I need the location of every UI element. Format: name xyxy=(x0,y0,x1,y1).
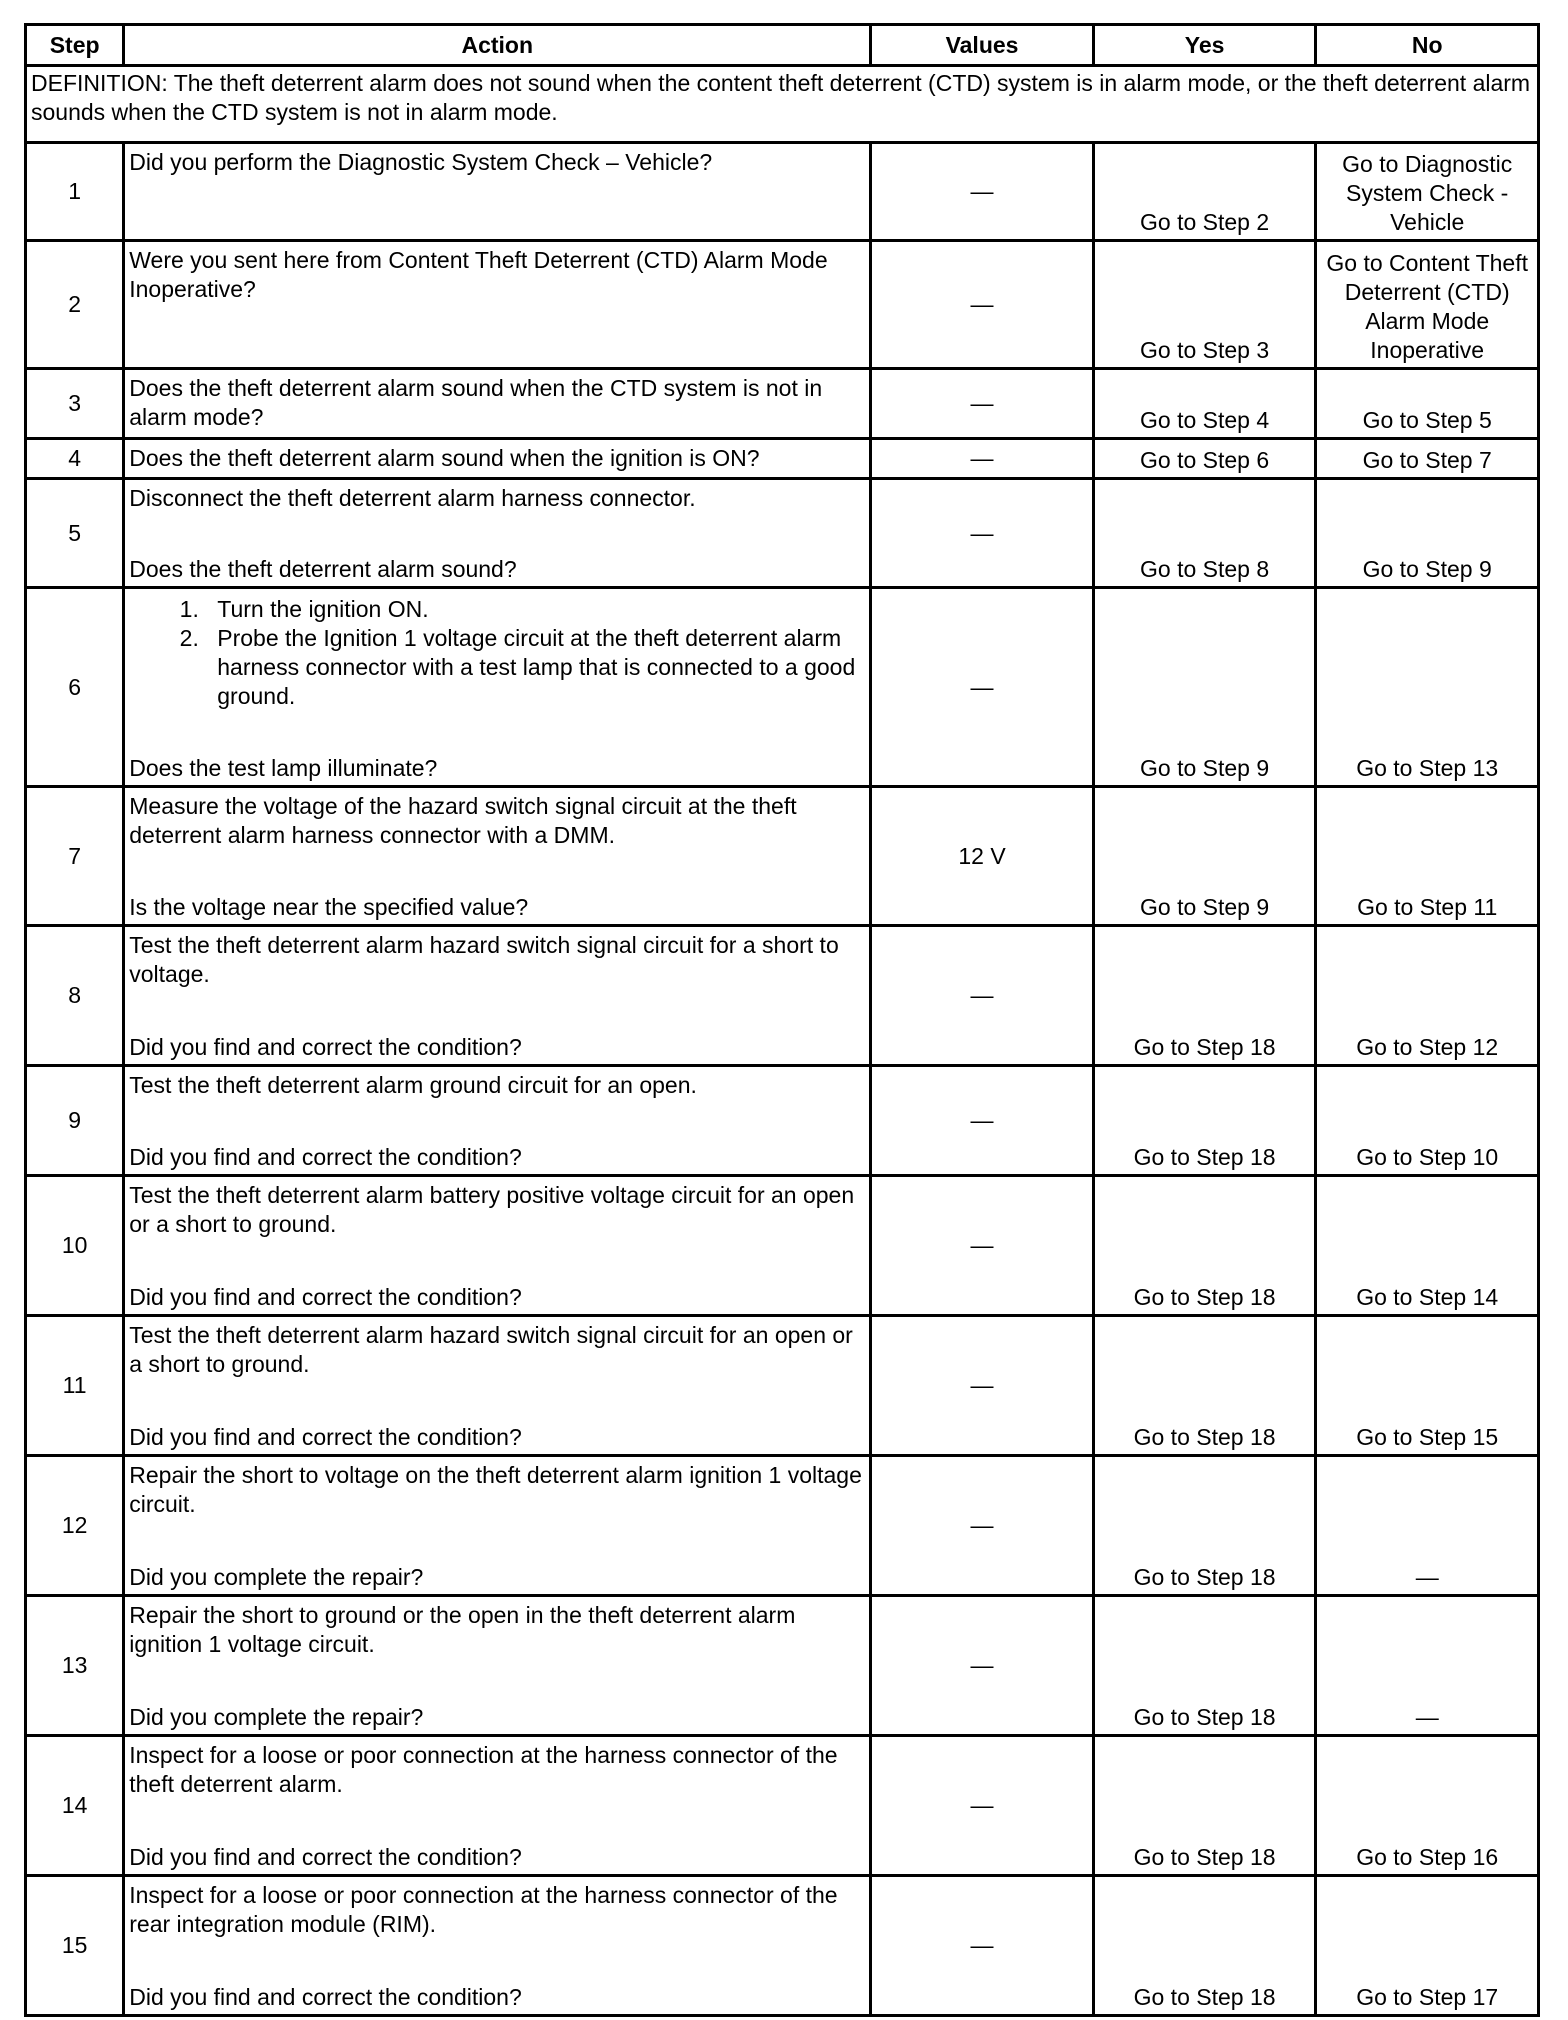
no-cell: Go to Step 15 xyxy=(1316,1316,1539,1456)
action-cell xyxy=(124,1176,871,1316)
action-cell xyxy=(124,926,871,1066)
yes-cell: Go to Step 18 xyxy=(1093,926,1316,1066)
no-cell: Go to Step 16 xyxy=(1316,1736,1539,1876)
action-cell xyxy=(124,1456,871,1596)
action-question: Did you find and correct the condition? xyxy=(129,1284,522,1310)
yes-cell: Go to Step 6 xyxy=(1093,439,1316,479)
table-row xyxy=(26,1876,1539,2016)
definition-row xyxy=(26,66,1539,143)
table-row xyxy=(26,1596,1539,1736)
step-number: 15 xyxy=(26,1876,124,2016)
yes-cell: Go to Step 4 xyxy=(1093,369,1316,439)
substep-list xyxy=(129,595,865,711)
header-step: Step xyxy=(26,25,124,66)
value-cell: — xyxy=(871,1176,1094,1316)
action-text: Were you sent here from Content Theft Deterrent (CTD) Alarm Mode Inoperative? xyxy=(124,241,871,369)
action-question: Does the theft deterrent alarm sound? xyxy=(129,556,517,582)
no-cell: Go to Step 5 xyxy=(1316,369,1539,439)
list-item: 2. Probe the Ignition 1 voltage circuit at the theft deterrent alarm harness connector with a test lamp that is connected to a good ground. xyxy=(205,624,865,711)
value-cell: — xyxy=(871,439,1094,479)
no-cell: Go to Step 10 xyxy=(1316,1066,1539,1176)
value-cell: — xyxy=(871,926,1094,1066)
value-cell: — xyxy=(871,1876,1094,2016)
action-text: Test the theft deterrent alarm hazard switch signal circuit for a short to voltage. xyxy=(129,932,839,987)
no-cell: Go to Step 13 xyxy=(1316,588,1539,787)
table-row xyxy=(26,1736,1539,1876)
action-text: Inspect for a loose or poor connection at the harness connector of the theft deterrent alarm. xyxy=(129,1742,838,1797)
action-text: Does the theft deterrent alarm sound when the ignition is ON? xyxy=(124,439,871,479)
no-cell: Go to Diagnostic System Check - Vehicle xyxy=(1316,143,1539,241)
action-question: Did you find and correct the condition? xyxy=(129,1034,522,1060)
action-question: Is the voltage near the specified value? xyxy=(129,894,529,920)
step-number: 6 xyxy=(26,588,124,787)
action-text: Test the theft deterrent alarm ground circuit for an open. xyxy=(129,1072,697,1098)
no-cell: — xyxy=(1316,1456,1539,1596)
header-values: Values xyxy=(871,25,1094,66)
action-text: Does the theft deterrent alarm sound when the CTD system is not in alarm mode? xyxy=(124,369,871,439)
action-text: Test the theft deterrent alarm hazard switch signal circuit for an open or a short to ground. xyxy=(129,1322,853,1377)
no-cell: Go to Content Theft Deterrent (CTD) Alarm Mode Inoperative xyxy=(1316,241,1539,369)
yes-cell: Go to Step 2 xyxy=(1093,143,1316,241)
action-cell xyxy=(124,1736,871,1876)
step-number: 7 xyxy=(26,787,124,926)
action-question: Did you complete the repair? xyxy=(129,1704,424,1730)
table-row xyxy=(26,143,1539,241)
list-item: 1. Turn the ignition ON. xyxy=(205,595,865,624)
action-cell xyxy=(124,479,871,588)
action-text: Repair the short to ground or the open in the theft deterrent alarm ignition 1 voltage circuit. xyxy=(129,1602,796,1657)
table-row xyxy=(26,241,1539,369)
step-number: 9 xyxy=(26,1066,124,1176)
step-number: 1 xyxy=(26,143,124,241)
table-row xyxy=(26,1176,1539,1316)
value-cell: — xyxy=(871,369,1094,439)
table-row xyxy=(26,479,1539,588)
action-text: Did you perform the Diagnostic System Check – Vehicle? xyxy=(124,143,871,241)
no-cell: Go to Step 14 xyxy=(1316,1176,1539,1316)
diagnostic-table xyxy=(24,23,1540,2017)
step-number: 11 xyxy=(26,1316,124,1456)
yes-cell: Go to Step 8 xyxy=(1093,479,1316,588)
action-question: Did you find and correct the condition? xyxy=(129,1844,522,1870)
yes-cell: Go to Step 18 xyxy=(1093,1736,1316,1876)
step-number: 4 xyxy=(26,439,124,479)
value-cell: — xyxy=(871,588,1094,787)
table-row xyxy=(26,926,1539,1066)
action-cell xyxy=(124,1596,871,1736)
value-cell: — xyxy=(871,1066,1094,1176)
yes-cell: Go to Step 18 xyxy=(1093,1316,1316,1456)
action-text: Repair the short to voltage on the theft deterrent alarm ignition 1 voltage circuit. xyxy=(129,1462,862,1517)
action-cell xyxy=(124,1316,871,1456)
yes-cell: Go to Step 18 xyxy=(1093,1176,1316,1316)
action-question: Did you complete the repair? xyxy=(129,1564,424,1590)
action-cell xyxy=(124,1876,871,2016)
action-question: Did you find and correct the condition? xyxy=(129,1144,522,1170)
value-cell: — xyxy=(871,1596,1094,1736)
value-cell: — xyxy=(871,479,1094,588)
yes-cell: Go to Step 18 xyxy=(1093,1876,1316,2016)
step-number: 13 xyxy=(26,1596,124,1736)
step-number: 12 xyxy=(26,1456,124,1596)
value-cell: — xyxy=(871,143,1094,241)
yes-cell: Go to Step 9 xyxy=(1093,588,1316,787)
header-no: No xyxy=(1316,25,1539,66)
table-row xyxy=(26,1456,1539,1596)
action-question: Did you find and correct the condition? xyxy=(129,1424,522,1450)
header-row xyxy=(26,25,1539,66)
yes-cell: Go to Step 18 xyxy=(1093,1456,1316,1596)
action-text: Test the theft deterrent alarm battery positive voltage circuit for an open or a short to ground. xyxy=(129,1182,855,1237)
header-action: Action xyxy=(124,25,871,66)
table-row xyxy=(26,588,1539,787)
value-cell: — xyxy=(871,1316,1094,1456)
header-yes: Yes xyxy=(1093,25,1316,66)
table-row xyxy=(26,1316,1539,1456)
value-cell: — xyxy=(871,1736,1094,1876)
step-number: 8 xyxy=(26,926,124,1066)
value-cell: 12 V xyxy=(871,787,1094,926)
action-cell xyxy=(124,588,871,787)
definition-text: DEFINITION: The theft deterrent alarm does not sound when the content theft deterrent (CTD) system is in alarm mode, or the theft deterrent alarm sounds when the CTD system is not in alarm mode. xyxy=(26,66,1539,143)
action-question: Did you find and correct the condition? xyxy=(129,1984,522,2010)
table-row xyxy=(26,787,1539,926)
yes-cell: Go to Step 9 xyxy=(1093,787,1316,926)
no-cell: Go to Step 7 xyxy=(1316,439,1539,479)
step-number: 2 xyxy=(26,241,124,369)
action-text: Inspect for a loose or poor connection at the harness connector of the rear integration module (RIM). xyxy=(129,1882,838,1937)
no-cell: Go to Step 17 xyxy=(1316,1876,1539,2016)
action-question: Does the test lamp illuminate? xyxy=(129,755,438,781)
step-number: 5 xyxy=(26,479,124,588)
action-text: Disconnect the theft deterrent alarm harness connector. xyxy=(129,485,696,511)
step-number: 10 xyxy=(26,1176,124,1316)
no-cell: — xyxy=(1316,1596,1539,1736)
no-cell: Go to Step 12 xyxy=(1316,926,1539,1066)
action-cell xyxy=(124,1066,871,1176)
table-row xyxy=(26,369,1539,439)
yes-cell: Go to Step 18 xyxy=(1093,1596,1316,1736)
table-row xyxy=(26,439,1539,479)
yes-cell: Go to Step 3 xyxy=(1093,241,1316,369)
step-number: 14 xyxy=(26,1736,124,1876)
no-cell: Go to Step 11 xyxy=(1316,787,1539,926)
step-number: 3 xyxy=(26,369,124,439)
yes-cell: Go to Step 18 xyxy=(1093,1066,1316,1176)
no-cell: Go to Step 9 xyxy=(1316,479,1539,588)
action-text: Measure the voltage of the hazard switch signal circuit at the theft deterrent alarm harness connector with a DMM. xyxy=(129,793,797,848)
value-cell: — xyxy=(871,1456,1094,1596)
table-row xyxy=(26,1066,1539,1176)
action-cell xyxy=(124,787,871,926)
value-cell: — xyxy=(871,241,1094,369)
